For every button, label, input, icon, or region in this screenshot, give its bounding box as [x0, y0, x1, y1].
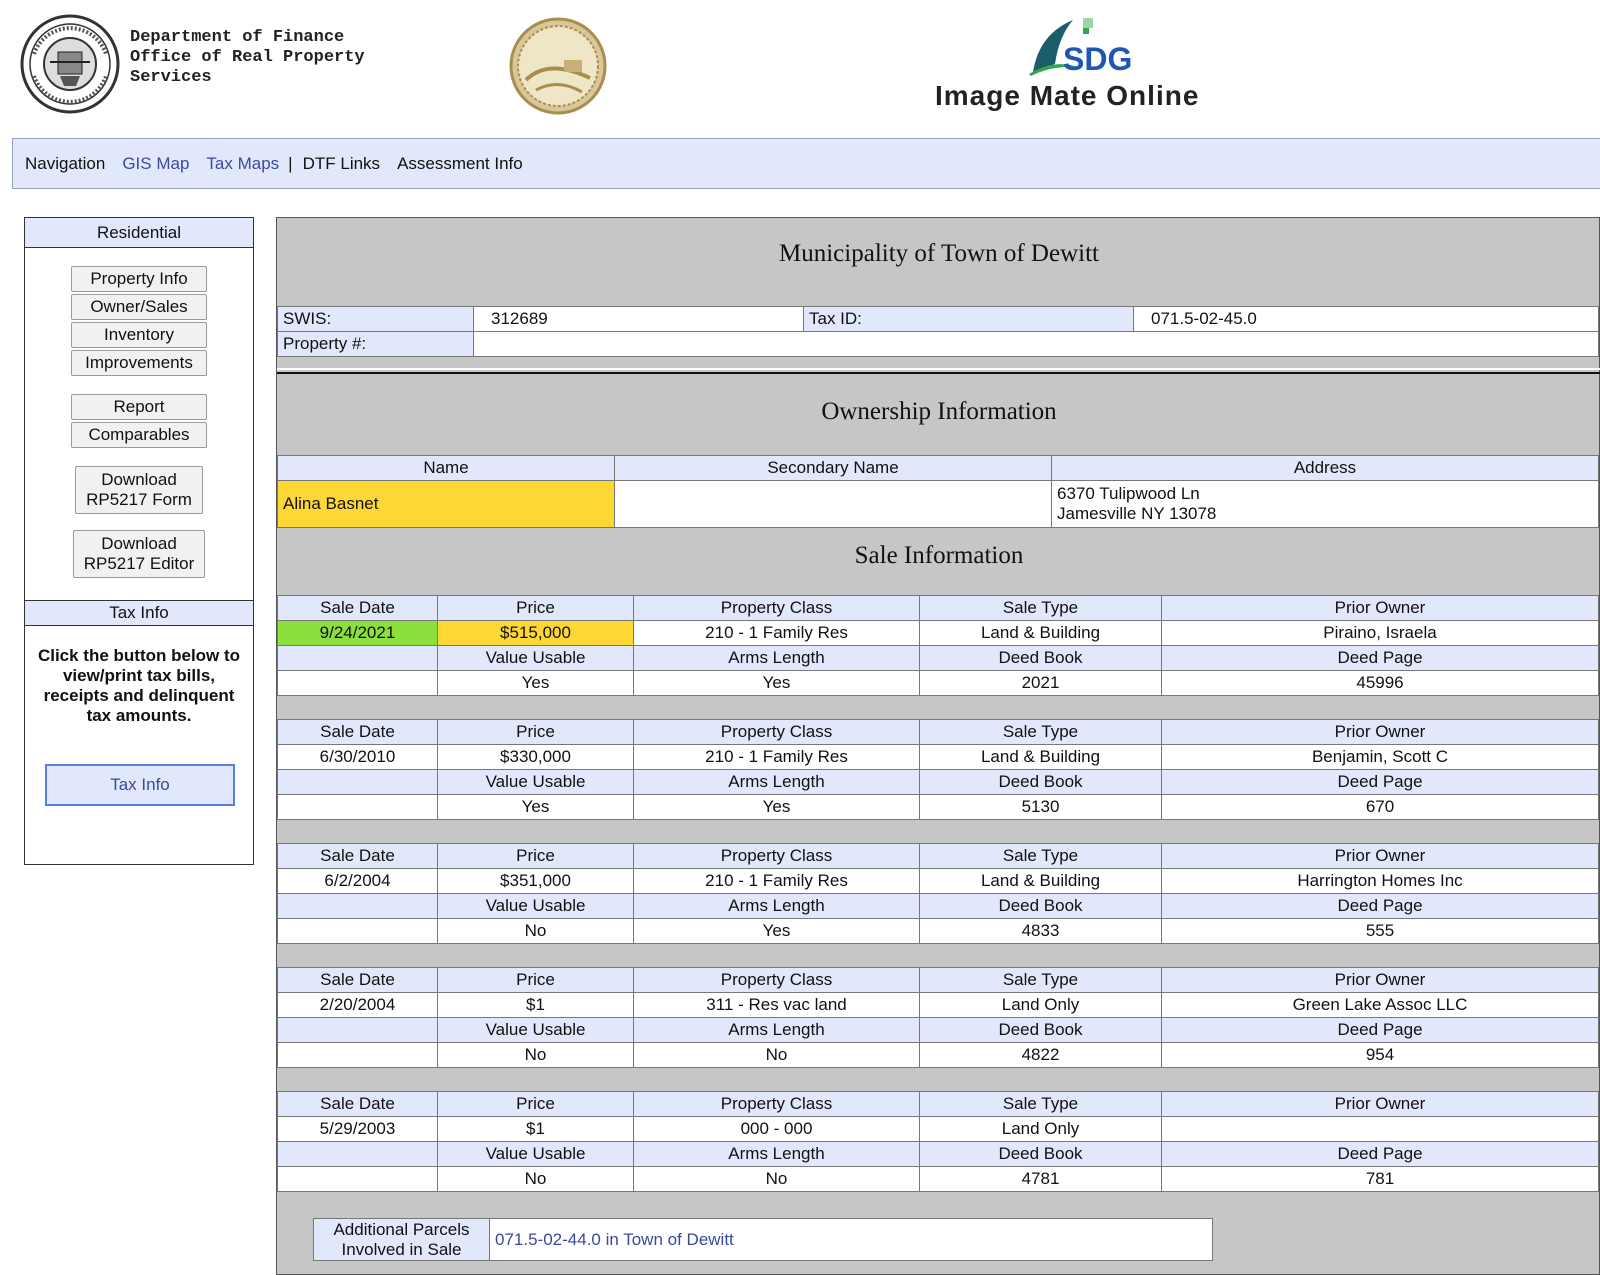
arms-length-value: No: [634, 1043, 920, 1068]
prior-owner-header: Prior Owner: [1162, 720, 1599, 745]
secondary-name-value: [615, 481, 1052, 528]
blank-value-cell: [278, 795, 438, 820]
sale-table-row: [278, 795, 1599, 820]
swis-value: 312689: [474, 307, 804, 332]
sale-date-value: 5/29/2003: [278, 1117, 438, 1142]
sale-table-row: [278, 968, 1599, 993]
nav-dtf-links-menu[interactable]: DTF Links: [302, 153, 381, 173]
property-class-value: 311 - Res vac land: [634, 993, 920, 1018]
tax-id-value: 071.5-02-45.0: [1134, 307, 1599, 332]
sale-record-table: [277, 1091, 1599, 1192]
sale-price-value: $330,000: [438, 745, 634, 770]
sale-table-row: [278, 621, 1599, 646]
blank-value-cell: [278, 1043, 438, 1068]
sale-table-row: [278, 1018, 1599, 1043]
sale-table-row: [278, 646, 1599, 671]
tax-id-label: Tax ID:: [804, 307, 1134, 332]
sale-table-row: [278, 720, 1599, 745]
deed-book-value: 2021: [920, 671, 1162, 696]
sale-table-row: [278, 1092, 1599, 1117]
address-header: Address: [1052, 456, 1599, 481]
deed-page-header: Deed Page: [1162, 646, 1599, 671]
left-sidebar: [24, 217, 254, 865]
sale-date-value: 9/24/2021: [278, 621, 438, 646]
price-header: Price: [438, 720, 634, 745]
sale-record-table: [277, 967, 1599, 1068]
sale-type-header: Sale Type: [920, 720, 1162, 745]
sale-price-value: $515,000: [438, 621, 634, 646]
prior-owner-value: Harrington Homes Inc: [1162, 869, 1599, 894]
sale-table-row: [278, 1043, 1599, 1068]
sale-date-header: Sale Date: [278, 720, 438, 745]
sale-type-value: Land Only: [920, 1117, 1162, 1142]
deed-page-value: 781: [1162, 1167, 1599, 1192]
municipality-title: Municipality of Town of Dewitt: [779, 240, 1099, 267]
owner-name-header: Name: [278, 456, 615, 481]
arms-length-value: Yes: [634, 795, 920, 820]
download-editor-line-2: RP5217 Editor: [83, 554, 195, 573]
property-number-value: [474, 332, 1599, 357]
tax-info-button[interactable]: Tax Info: [45, 764, 235, 806]
dept-line-2: Office of Real Property: [130, 48, 365, 67]
value-usable-value: Yes: [438, 671, 634, 696]
tax-info-instructions: Click the button below to view/print tax bills, receipts and delinquent tax amounts.: [37, 646, 241, 725]
deed-book-header: Deed Book: [920, 770, 1162, 795]
sale-type-header: Sale Type: [920, 968, 1162, 993]
parcel-id-table: [277, 306, 1599, 357]
deed-page-value: 555: [1162, 919, 1599, 944]
additional-parcels-line-1: Additional Parcels: [333, 1219, 470, 1239]
deed-book-header: Deed Book: [920, 646, 1162, 671]
blank-header-cell: [278, 646, 438, 671]
property-class-value: 210 - 1 Family Res: [634, 621, 920, 646]
sdg-logo: [1025, 14, 1135, 76]
prior-owner-header: Prior Owner: [1162, 968, 1599, 993]
sale-date-header: Sale Date: [278, 844, 438, 869]
nav-tax-maps-link[interactable]: Tax Maps: [206, 153, 280, 173]
property-info-button[interactable]: Property Info: [71, 266, 207, 292]
sale-table-row: [278, 993, 1599, 1018]
comparables-button[interactable]: Comparables: [71, 422, 207, 448]
arms-length-header: Arms Length: [634, 1018, 920, 1043]
sale-type-value: Land & Building: [920, 869, 1162, 894]
property-class-header: Property Class: [634, 844, 920, 869]
sale-info-title: Sale Information: [854, 542, 1024, 569]
value-usable-value: No: [438, 1043, 634, 1068]
sale-table-row: [278, 745, 1599, 770]
ownership-title: Ownership Information: [821, 398, 1057, 425]
prior-owner-value: Benjamin, Scott C: [1162, 745, 1599, 770]
arms-length-header: Arms Length: [634, 770, 920, 795]
sale-table-row: [278, 919, 1599, 944]
download-form-line-2: RP5217 Form: [86, 490, 192, 509]
sale-price-value: $351,000: [438, 869, 634, 894]
sale-date-header: Sale Date: [278, 1092, 438, 1117]
sale-table-row: [278, 1167, 1599, 1192]
improvements-button[interactable]: Improvements: [71, 350, 207, 376]
address-line-1: 6370 Tulipwood Ln: [1057, 484, 1200, 503]
nav-separator: |: [288, 153, 293, 173]
property-class-header: Property Class: [634, 968, 920, 993]
additional-parcel-link[interactable]: 071.5-02-44.0 in Town of Dewitt: [495, 1229, 734, 1249]
deed-page-header: Deed Page: [1162, 894, 1599, 919]
sale-price-value: $1: [438, 993, 634, 1018]
value-usable-header: Value Usable: [438, 1142, 634, 1167]
arms-length-header: Arms Length: [634, 646, 920, 671]
price-header: Price: [438, 968, 634, 993]
nav-gis-map-link[interactable]: GIS Map: [122, 153, 190, 173]
arms-length-header: Arms Length: [634, 894, 920, 919]
sale-date-value: 6/30/2010: [278, 745, 438, 770]
swis-label: SWIS:: [278, 307, 474, 332]
divider: [277, 368, 1600, 370]
deed-book-header: Deed Book: [920, 1018, 1162, 1043]
prior-owner-value: Piraino, Israela: [1162, 621, 1599, 646]
arms-length-value: Yes: [634, 919, 920, 944]
city-seal-logo: [508, 16, 608, 116]
deed-page-value: 45996: [1162, 671, 1599, 696]
blank-value-cell: [278, 1167, 438, 1192]
dept-line-1: Department of Finance: [130, 28, 345, 47]
sale-record-table: [277, 843, 1599, 944]
secondary-name-header: Secondary Name: [615, 456, 1052, 481]
price-header: Price: [438, 596, 634, 621]
sale-type-value: Land & Building: [920, 745, 1162, 770]
app-title: Image Mate Online: [935, 80, 1200, 111]
additional-parcels-label: [314, 1219, 490, 1261]
price-header: Price: [438, 844, 634, 869]
report-button[interactable]: Report: [71, 394, 207, 420]
sale-table-row: [278, 596, 1599, 621]
deed-book-value: 4781: [920, 1167, 1162, 1192]
sale-table-row: [278, 894, 1599, 919]
additional-parcels-line-2: Involved in Sale: [341, 1239, 462, 1259]
arms-length-value: No: [634, 1167, 920, 1192]
owner-address-value: [1052, 481, 1599, 528]
sale-table-row: [278, 1117, 1599, 1142]
property-class-header: Property Class: [634, 1092, 920, 1117]
parcel-details-panel: [276, 217, 1600, 1275]
sale-type-header: Sale Type: [920, 1092, 1162, 1117]
additional-parcels-value: [490, 1219, 1213, 1261]
value-usable-header: Value Usable: [438, 1018, 634, 1043]
blank-header-cell: [278, 1018, 438, 1043]
property-class-header: Property Class: [634, 596, 920, 621]
value-usable-header: Value Usable: [438, 646, 634, 671]
prior-owner-header: Prior Owner: [1162, 596, 1599, 621]
sale-table-row: [278, 844, 1599, 869]
prior-owner-header: Prior Owner: [1162, 844, 1599, 869]
sale-type-header: Sale Type: [920, 844, 1162, 869]
additional-parcels-table: [313, 1218, 1213, 1261]
deed-book-value: 4822: [920, 1043, 1162, 1068]
sale-type-value: Land Only: [920, 993, 1162, 1018]
property-class-value: 000 - 000: [634, 1117, 920, 1142]
value-usable-value: Yes: [438, 795, 634, 820]
sale-date-header: Sale Date: [278, 596, 438, 621]
value-usable-header: Value Usable: [438, 770, 634, 795]
owner-sales-button[interactable]: Owner/Sales: [71, 294, 207, 320]
blank-header-cell: [278, 894, 438, 919]
property-number-label: Property #:: [278, 332, 474, 357]
property-class-value: 210 - 1 Family Res: [634, 869, 920, 894]
download-rp5217-form-button[interactable]: [75, 466, 203, 514]
download-form-line-1: Download: [101, 470, 177, 489]
download-editor-line-1: Download: [101, 534, 177, 553]
prior-owner-value: Green Lake Assoc LLC: [1162, 993, 1599, 1018]
tax-info-heading: Tax Info: [25, 600, 253, 626]
nav-label: Navigation: [25, 153, 106, 173]
value-usable-header: Value Usable: [438, 894, 634, 919]
value-usable-value: No: [438, 919, 634, 944]
sale-date-header: Sale Date: [278, 968, 438, 993]
deed-page-header: Deed Page: [1162, 770, 1599, 795]
blank-value-cell: [278, 919, 438, 944]
sale-price-value: $1: [438, 1117, 634, 1142]
blank-header-cell: [278, 770, 438, 795]
sale-table-row: [278, 869, 1599, 894]
blank-header-cell: [278, 1142, 438, 1167]
dept-line-3: Services: [130, 68, 212, 87]
page-header: [0, 0, 1600, 135]
deed-book-header: Deed Book: [920, 894, 1162, 919]
deed-book-value: 5130: [920, 795, 1162, 820]
prior-owner-value: [1162, 1117, 1599, 1142]
sale-record-table: [277, 719, 1599, 820]
address-line-2: Jamesville NY 13078: [1057, 504, 1217, 523]
property-class-value: 210 - 1 Family Res: [634, 745, 920, 770]
price-header: Price: [438, 1092, 634, 1117]
deed-book-value: 4833: [920, 919, 1162, 944]
sale-record-table: [277, 595, 1599, 696]
deed-page-header: Deed Page: [1162, 1018, 1599, 1043]
sale-table-row: [278, 770, 1599, 795]
sale-date-value: 6/2/2004: [278, 869, 438, 894]
deed-page-value: 670: [1162, 795, 1599, 820]
owner-name-value: Alina Basnet: [278, 481, 615, 528]
department-title: [130, 28, 430, 88]
deed-book-header: Deed Book: [920, 1142, 1162, 1167]
prior-owner-header: Prior Owner: [1162, 1092, 1599, 1117]
blank-value-cell: [278, 671, 438, 696]
deed-page-header: Deed Page: [1162, 1142, 1599, 1167]
download-rp5217-editor-button[interactable]: [73, 530, 205, 578]
inventory-button[interactable]: Inventory: [71, 322, 207, 348]
deed-page-value: 954: [1162, 1043, 1599, 1068]
property-class-header: Property Class: [634, 720, 920, 745]
sale-table-row: [278, 1142, 1599, 1167]
sale-date-value: 2/20/2004: [278, 993, 438, 1018]
ownership-table: [277, 455, 1599, 528]
svg-text:SDG: SDG: [1063, 41, 1133, 76]
sale-type-header: Sale Type: [920, 596, 1162, 621]
top-navigation-bar: [12, 138, 1600, 189]
arms-length-header: Arms Length: [634, 1142, 920, 1167]
divider: [277, 372, 1600, 374]
sale-type-value: Land & Building: [920, 621, 1162, 646]
sale-table-row: [278, 671, 1599, 696]
arms-length-value: Yes: [634, 671, 920, 696]
nav-assessment-info-menu[interactable]: Assessment Info: [397, 153, 523, 173]
sidebar-heading: Residential: [25, 218, 253, 248]
county-seal-logo: [20, 14, 120, 114]
value-usable-value: No: [438, 1167, 634, 1192]
